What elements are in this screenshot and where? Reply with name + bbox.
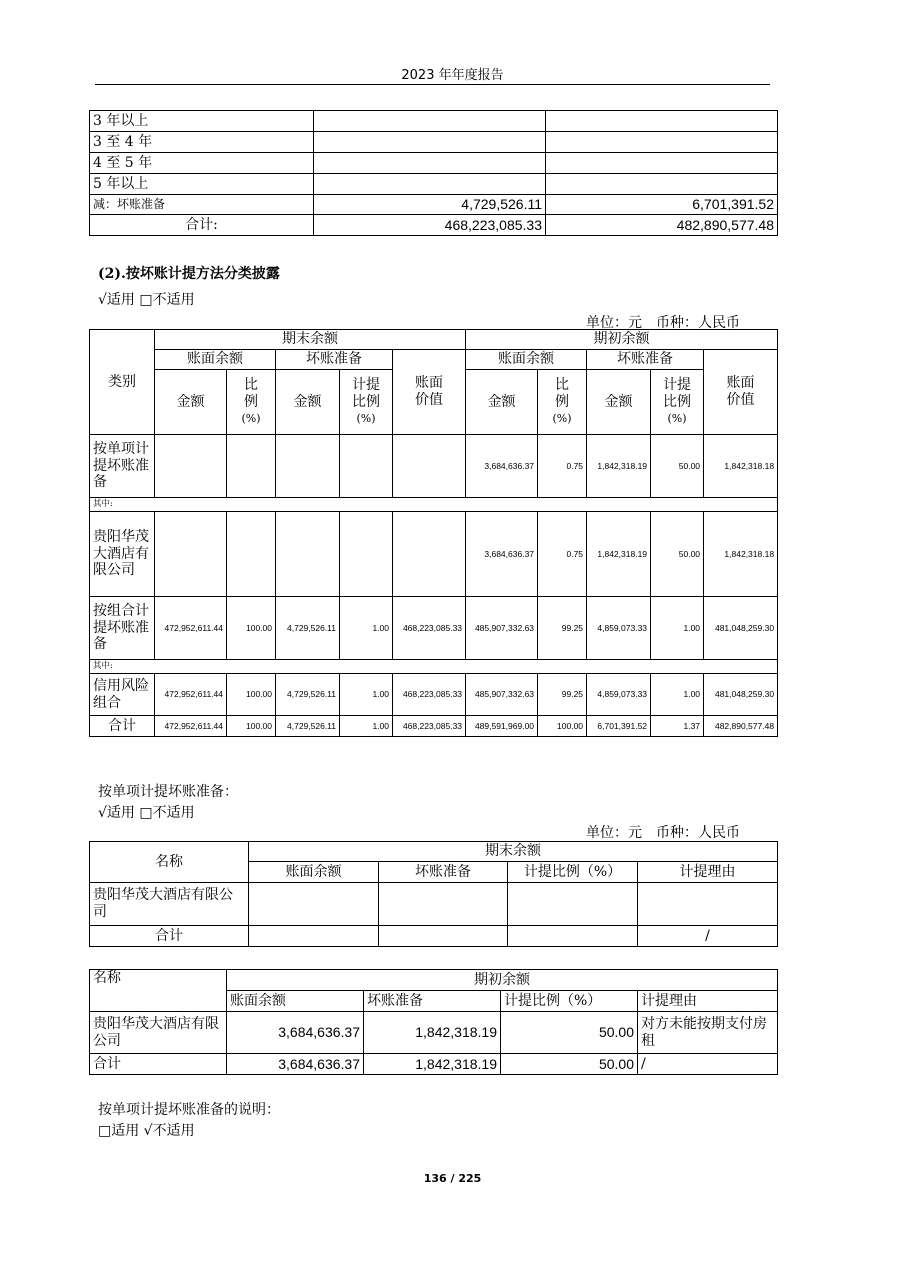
row-value xyxy=(276,512,340,597)
aging-current xyxy=(314,132,546,153)
row-ratio xyxy=(508,926,638,947)
header-reason: 计提理由 xyxy=(638,862,778,883)
row-value: 50.00 xyxy=(651,435,704,498)
row-name: 合计 xyxy=(90,926,249,947)
aging-label: 5 年以上 xyxy=(90,174,314,195)
aging-label: 减：坏账准备 xyxy=(90,195,314,215)
row-value: 481,048,259.30 xyxy=(704,674,778,716)
row-value: 100.00 xyxy=(227,716,276,737)
row-value: 100.00 xyxy=(227,674,276,716)
row-ratio: 50.00 xyxy=(501,1012,638,1054)
table-row xyxy=(90,970,778,991)
row-value: 3,684,636.37 xyxy=(466,435,538,498)
table-row xyxy=(90,883,778,926)
row-value: 1,842,318.18 xyxy=(704,435,778,498)
row-value: 1.37 xyxy=(651,716,704,737)
row-value: 0.75 xyxy=(538,435,587,498)
table-row xyxy=(90,498,778,512)
row-value: 4,729,526.11 xyxy=(276,674,340,716)
header-book-balance: 账面余额 xyxy=(155,350,276,370)
row-value: 1,842,318.19 xyxy=(587,435,651,498)
table-row xyxy=(90,1054,778,1075)
header-name: 名称 xyxy=(90,970,227,1012)
row-bad-debt: 1,842,318.19 xyxy=(364,1012,501,1054)
row-value: 1.00 xyxy=(340,674,393,716)
header-bad-debt: 坏账准备 xyxy=(379,862,508,883)
row-value: 481,048,259.30 xyxy=(704,597,778,660)
header-book-balance: 账面余额 xyxy=(466,350,587,370)
page-number: 136 / 225 xyxy=(423,1172,482,1185)
header-beginning: 期初余额 xyxy=(227,970,778,991)
header-bad-debt: 坏账准备 xyxy=(587,350,704,370)
row-value: 472,952,611.44 xyxy=(155,674,227,716)
table-row xyxy=(90,842,778,862)
header-amount: 金额 xyxy=(155,370,227,435)
row-note: 其中: xyxy=(90,660,778,674)
aging-label: 4 至 5 年 xyxy=(90,153,314,174)
row-value: 1.00 xyxy=(340,597,393,660)
row-value: 1.00 xyxy=(651,597,704,660)
aging-previous: 482,890,577.48 xyxy=(546,215,778,236)
header-ratio: 比 例 (%) xyxy=(227,370,276,435)
table-row xyxy=(90,926,778,947)
row-value: 472,952,611.44 xyxy=(155,597,227,660)
row-name: 贵阳华茂大酒店有限公司 xyxy=(90,1012,227,1054)
row-book: 3,684,636.37 xyxy=(227,1012,364,1054)
applicability: □适用 √不适用 xyxy=(98,1123,195,1139)
row-value: 100.00 xyxy=(227,597,276,660)
row-value xyxy=(227,512,276,597)
row-value: 50.00 xyxy=(651,512,704,597)
unit-label: 单位：元 币种：人民币 xyxy=(586,825,740,841)
row-value: 472,952,611.44 xyxy=(155,716,227,737)
row-value: 468,223,085.33 xyxy=(393,674,466,716)
aging-previous xyxy=(546,174,778,195)
header-ratio: 计提比例（%） xyxy=(508,862,638,883)
aging-table xyxy=(89,110,778,236)
applicability: √适用 □不适用 xyxy=(98,292,195,308)
table-row xyxy=(90,195,778,215)
row-label: 贵阳华茂大酒店有限公司 xyxy=(90,512,155,597)
row-value: 99.25 xyxy=(538,597,587,660)
row-value: 6,701,391.52 xyxy=(587,716,651,737)
table-row xyxy=(90,111,778,132)
row-note: 其中: xyxy=(90,498,778,512)
aging-label: 合计: xyxy=(90,215,314,236)
applicability: √适用 □不适用 xyxy=(98,805,195,821)
header-bad-debt: 坏账准备 xyxy=(276,350,393,370)
header-provision: 计提 比例 (%) xyxy=(340,370,393,435)
row-value: 4,859,073.33 xyxy=(587,597,651,660)
row-value: 4,859,073.33 xyxy=(587,674,651,716)
header-category: 类别 xyxy=(90,330,155,435)
header-carrying: 账面 价值 xyxy=(393,350,466,435)
row-bad-debt xyxy=(379,883,508,926)
row-value: 468,223,085.33 xyxy=(393,597,466,660)
aging-current xyxy=(314,174,546,195)
row-value xyxy=(227,435,276,498)
row-value xyxy=(155,512,227,597)
beginning-table xyxy=(89,969,778,1075)
row-book xyxy=(249,926,379,947)
single-item-title: 按单项计提坏账准备： xyxy=(98,784,238,800)
aging-previous xyxy=(546,132,778,153)
section-title: (2).按坏账计提方法分类披露 xyxy=(98,266,280,282)
row-value xyxy=(340,512,393,597)
header-ending: 期末余额 xyxy=(249,842,778,862)
row-value: 100.00 xyxy=(538,716,587,737)
row-label: 按单项计提坏账准备 xyxy=(90,435,155,498)
table-row xyxy=(90,153,778,174)
row-value: 0.75 xyxy=(538,512,587,597)
header-amount: 金额 xyxy=(276,370,340,435)
header-carrying: 账面 价值 xyxy=(704,350,778,435)
row-reason xyxy=(638,883,778,926)
row-value: 489,591,969.00 xyxy=(466,716,538,737)
table-row xyxy=(90,597,778,660)
header-book-balance: 账面余额 xyxy=(249,862,379,883)
row-value: 3,684,636.37 xyxy=(466,512,538,597)
aging-label: 3 年以上 xyxy=(90,111,314,132)
row-value: 1,842,318.19 xyxy=(587,512,651,597)
table-row xyxy=(90,174,778,195)
row-reason: / xyxy=(638,1054,778,1075)
header-provision: 计提 比例 (%) xyxy=(651,370,704,435)
row-value: 1.00 xyxy=(340,716,393,737)
row-label: 按组合计提坏账准备 xyxy=(90,597,155,660)
header-reason: 计提理由 xyxy=(638,991,778,1012)
table-row xyxy=(90,1012,778,1054)
header-amount: 金额 xyxy=(587,370,651,435)
header-amount: 金额 xyxy=(466,370,538,435)
row-book: 3,684,636.37 xyxy=(227,1054,364,1075)
row-value: 485,907,332.63 xyxy=(466,597,538,660)
header-rule xyxy=(95,84,770,85)
row-value: 4,729,526.11 xyxy=(276,597,340,660)
row-reason: 对方未能按期支付房租 xyxy=(638,1012,778,1054)
category-table xyxy=(89,329,778,737)
row-label: 合计 xyxy=(90,716,155,737)
table-row xyxy=(90,512,778,597)
aging-label: 3 至 4 年 xyxy=(90,132,314,153)
row-value xyxy=(340,435,393,498)
row-label: 信用风险组合 xyxy=(90,674,155,716)
row-value: 99.25 xyxy=(538,674,587,716)
header-ratio: 计提比例（%） xyxy=(501,991,638,1012)
row-bad-debt xyxy=(379,926,508,947)
aging-current: 468,223,085.33 xyxy=(314,215,546,236)
table-row xyxy=(90,330,778,350)
row-value xyxy=(393,435,466,498)
aging-previous xyxy=(546,111,778,132)
header-ratio: 比 例 (%) xyxy=(538,370,587,435)
row-value xyxy=(155,435,227,498)
row-value: 4,729,526.11 xyxy=(276,716,340,737)
row-value: 1,842,318.18 xyxy=(704,512,778,597)
table-row xyxy=(90,435,778,498)
page-header-title: 2023 年年度报告 xyxy=(401,68,504,83)
row-value: 485,907,332.63 xyxy=(466,674,538,716)
table-row xyxy=(90,350,778,370)
row-ratio xyxy=(508,883,638,926)
aging-previous xyxy=(546,153,778,174)
header-name: 名称 xyxy=(90,842,249,883)
table-row xyxy=(90,132,778,153)
row-book xyxy=(249,883,379,926)
row-name: 合计 xyxy=(90,1054,227,1075)
aging-current: 4,729,526.11 xyxy=(314,195,546,215)
table-row xyxy=(90,716,778,737)
table-row xyxy=(90,674,778,716)
row-name: 贵阳华茂大酒店有限公司 xyxy=(90,883,249,926)
row-bad-debt: 1,842,318.19 xyxy=(364,1054,501,1075)
header-book-balance: 账面余额 xyxy=(227,991,364,1012)
header-beginning: 期初余额 xyxy=(466,330,778,350)
row-value: 482,890,577.48 xyxy=(704,716,778,737)
table-row xyxy=(90,660,778,674)
row-value xyxy=(393,512,466,597)
row-value: 1.00 xyxy=(651,674,704,716)
aging-current xyxy=(314,111,546,132)
unit-label: 单位：元 币种：人民币 xyxy=(586,315,740,331)
table-row xyxy=(90,215,778,236)
row-value: 468,223,085.33 xyxy=(393,716,466,737)
explanation-title: 按单项计提坏账准备的说明： xyxy=(98,1102,280,1118)
header-bad-debt: 坏账准备 xyxy=(364,991,501,1012)
header-ending: 期末余额 xyxy=(155,330,466,350)
row-ratio: 50.00 xyxy=(501,1054,638,1075)
ending-table xyxy=(89,841,778,947)
row-value xyxy=(276,435,340,498)
row-reason: / xyxy=(638,926,778,947)
aging-current xyxy=(314,153,546,174)
aging-previous: 6,701,391.52 xyxy=(546,195,778,215)
